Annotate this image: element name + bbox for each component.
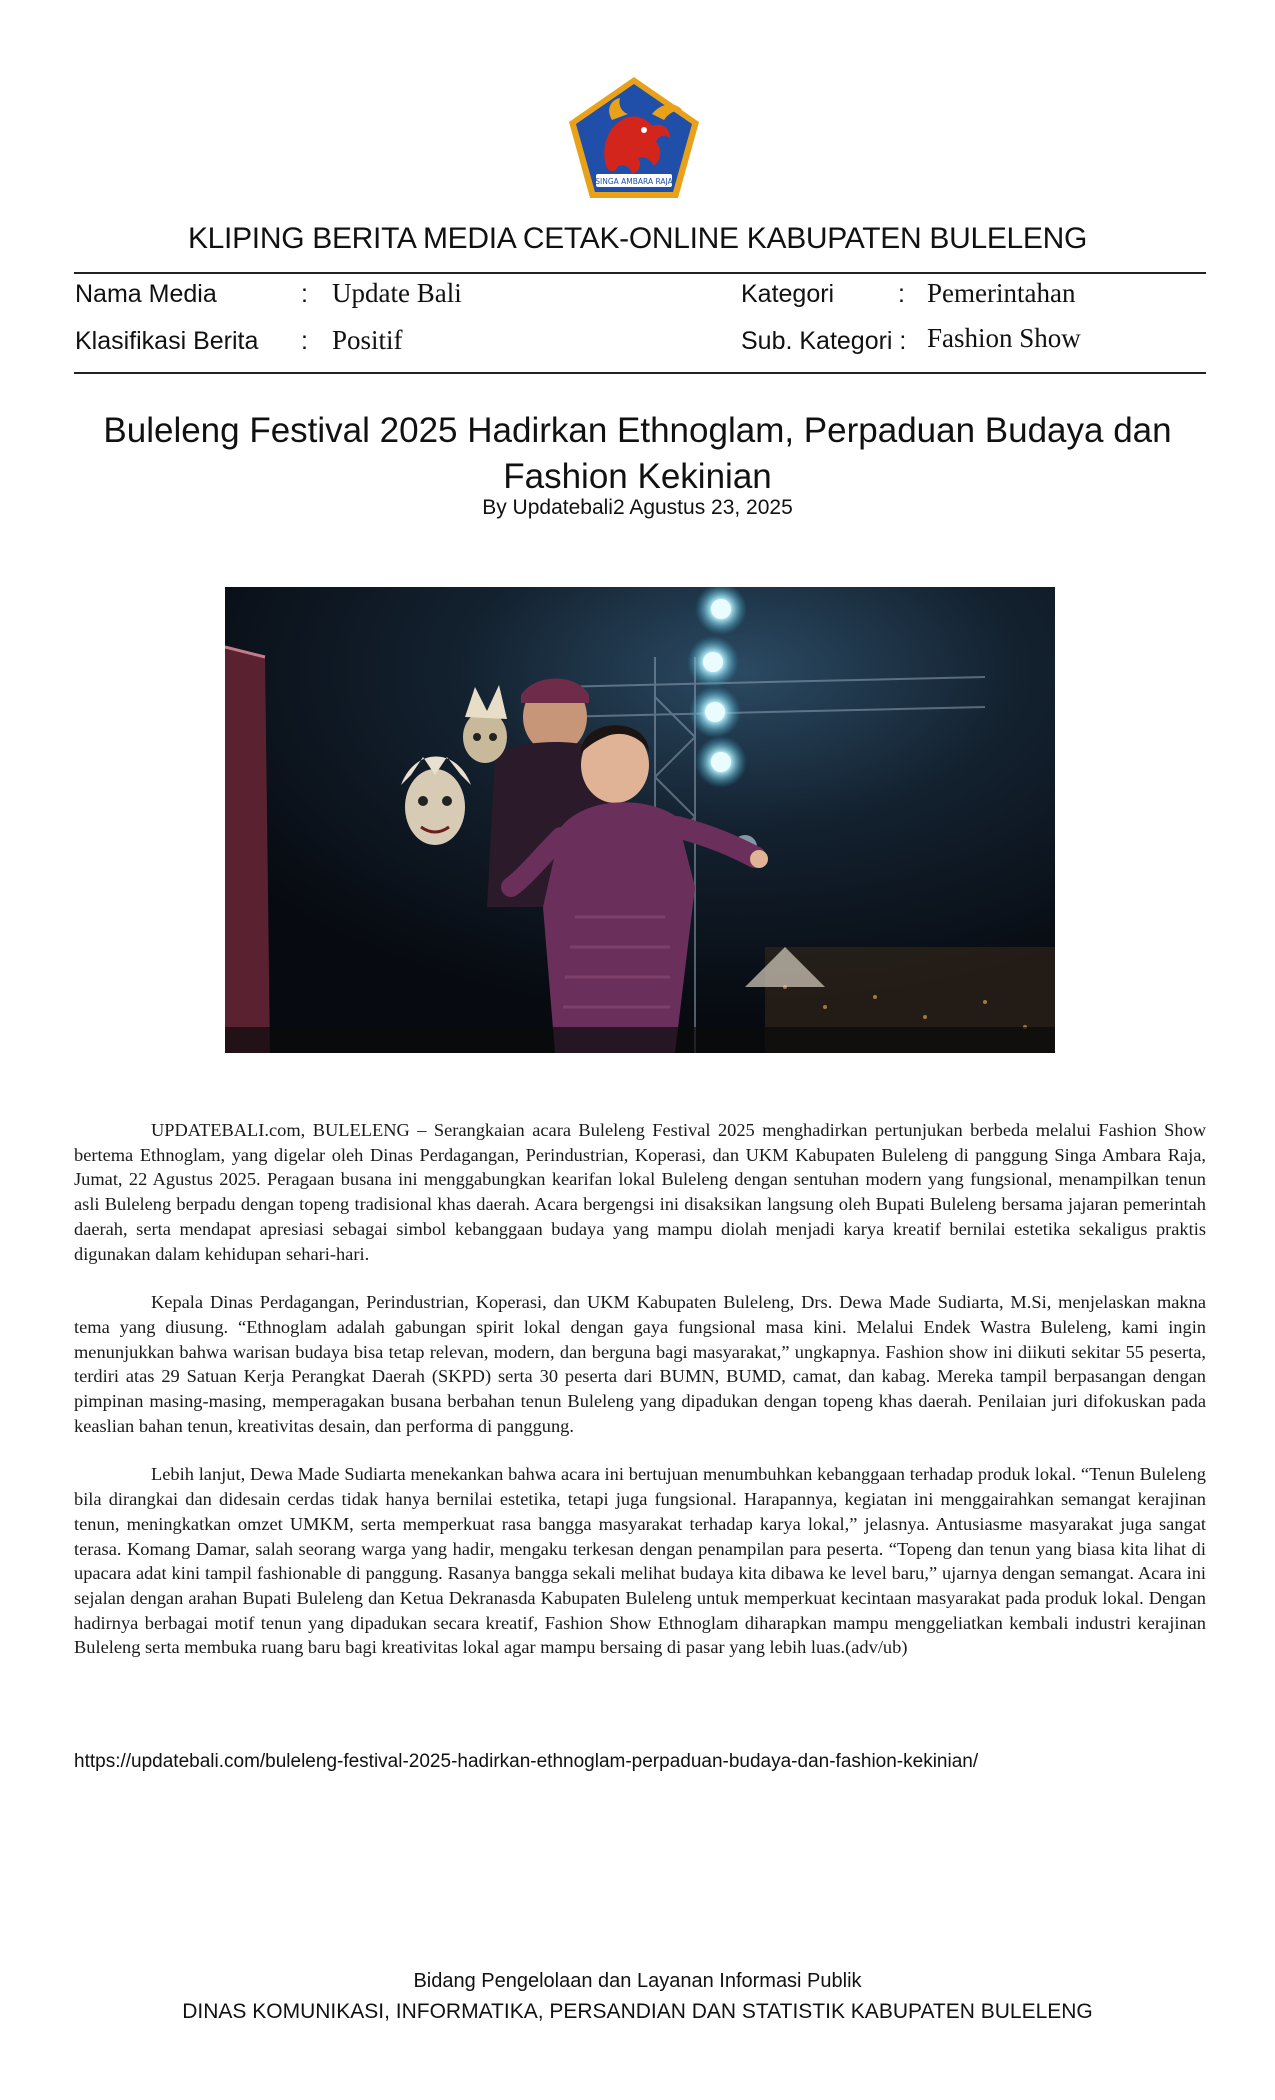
footer-department: DINAS KOMUNIKASI, INFORMATIKA, PERSANDIAN DAN STATISTIK KABUPATEN BULELENG [182, 2000, 1093, 2023]
article-paragraph-1: UPDATEBALI.com, BULELENG – Serangkaian acara Buleleng Festival 2025 menghadirkan pertunjukan berbeda melalui Fashion Show bertema Ethnoglam, yang digelar oleh Dinas Perdagangan, Perindustrian, Koperasi, dan UKM Kabupaten Buleleng di panggung Singa Ambara Raja, Jumat, 22 Agustus 2025. Peragaan busana ini menggabungkan kearifan lokal Buleleng dengan sentuhan modern yang fungsional, menampilkan tenun asli Buleleng berpadu dengan topeng tradisional khas daerah. Acara bergengsi ini disaksikan langsung oleh Bupati Buleleng bersama jajaran pemerintah daerah, serta mendapat apresiasi sebagai simbol kebanggaan budaya yang mampu diolah menjadi karya kreatif bernilai estetika sekaligus praktis digunakan dalam kehidupan sehari-hari. [74, 1120, 1206, 1264]
subcategory-label: Sub. Kategori : [741, 327, 907, 355]
media-colon: : [301, 280, 308, 308]
article-title: Buleleng Festival 2025 Hadirkan Ethnoglam, Perpaduan Budaya dan Fashion Kekinian [103, 411, 1172, 496]
category-label: Kategori [741, 280, 835, 308]
category-colon: : [898, 280, 905, 308]
bottom-divider [74, 372, 1206, 374]
logo-caption: SINGA AMBARA RAJA [595, 177, 673, 186]
article-byline: By Updatebali2 Agustus 23, 2025 [482, 496, 793, 519]
media-value: Update Bali [332, 278, 462, 308]
article-body [74, 1118, 1206, 1684]
classification-value: Positif [332, 325, 403, 355]
source-url[interactable]: https://updatebali.com/buleleng-festival-2025-hadirkan-ethnoglam-perpaduan-budaya-dan-fashion-kekinian/ [74, 1751, 979, 1772]
article-photo [225, 587, 1055, 1053]
category-value: Pemerintahan [927, 278, 1076, 308]
media-label: Nama Media [75, 280, 217, 308]
subcategory-value: Fashion Show [927, 323, 1081, 353]
classification-label: Klasifikasi Berita [75, 327, 259, 355]
document-title: KLIPING BERITA MEDIA CETAK-ONLINE KABUPATEN BULELENG [187, 222, 1088, 255]
classification-colon: : [301, 327, 308, 355]
singa-ambara-raja-logo [566, 74, 702, 202]
top-divider [74, 272, 1206, 274]
article-paragraph-2: Kepala Dinas Perdagangan, Perindustrian, Koperasi, dan UKM Kabupaten Buleleng, Drs. Dewa Made Sudiarta, M.Si, menjelaskan makna tema yang diusung. “Ethnoglam adalah gabungan spirit lokal dengan gaya fungsional masa kini. Melalui Endek Wastra Buleleng, kami ingin menunjukkan bahwa warisan budaya bisa tetap relevan, modern, dan berguna bagi masyarakat,” ungkapnya. Fashion show ini diikuti sekitar 55 peserta, terdiri atas 29 Satuan Kerja Perangkat Daerah (SKPD) serta 30 peserta dari BUMN, BUMD, camat, dan kabag. Mereka tampil berpasangan dengan pimpinan masing-masing, memperagakan busana berbahan tenun Buleleng yang dipadukan dengan topeng khas daerah. Penilaian juri difokuskan pada keaslian bahan tenun, kreativitas desain, dan performa di panggung. [74, 1292, 1206, 1436]
footer-division: Bidang Pengelolaan dan Layanan Informasi Publik [413, 1970, 862, 1992]
article-paragraph-3: Lebih lanjut, Dewa Made Sudiarta menekankan bahwa acara ini bertujuan menumbuhkan kebanggaan terhadap produk lokal. “Tenun Buleleng bila dirangkai dan didesain cerdas tidak hanya bernilai estetika, tetapi juga fungsional. Harapannya, kegiatan ini menggairahkan semangat kerajinan tenun, meningkatkan omzet UMKM, serta memperkuat rasa bangga masyarakat terhadap karya lokal,” jelasnya. Antusiasme masyarakat juga sangat terasa. Komang Damar, salah seorang warga yang hadir, mengaku terkesan dengan penampilan para peserta. “Topeng dan tenun yang biasa kita lihat di upacara adat kini tampil fashionable di panggung. Rasanya bangga sekali melihat budaya kita dibawa ke level baru,” ujarnya dengan semangat. Acara ini sejalan dengan arahan Bupati Buleleng dan Ketua Dekranasda Kabupaten Buleleng untuk memperkuat kecintaan masyarakat pada produk lokal. Dengan hadirnya berbagai motif tenun yang dipadukan secara kreatif, Fashion Show Ethnoglam diharapkan mampu menggeliatkan kembali industri kerajinan Buleleng serta membuka ruang baru bagi kreativitas lokal agar mampu bersaing di pasar yang lebih luas.(adv/ub) [74, 1464, 1206, 1658]
